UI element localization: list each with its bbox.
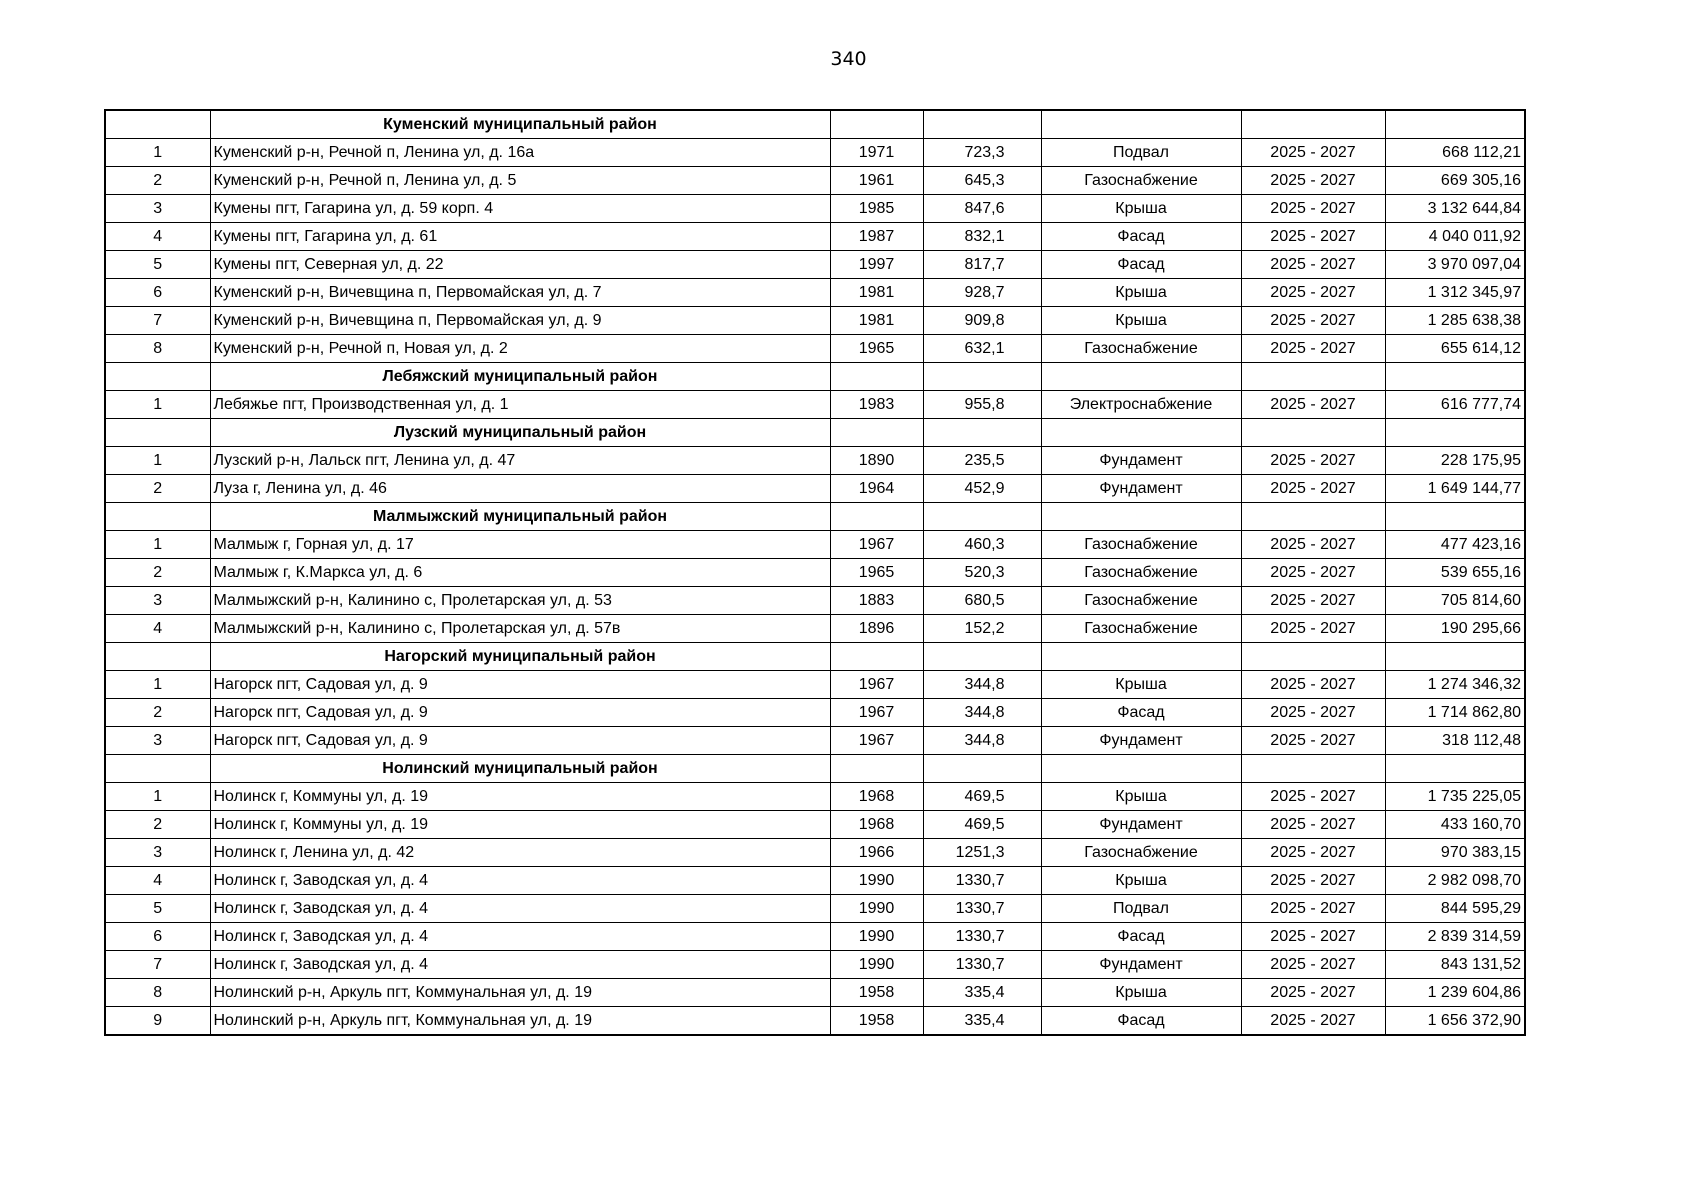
period-cell: 2025 - 2027 [1241, 615, 1385, 643]
work-type-cell: Фасад [1041, 223, 1241, 251]
area-cell: 1330,7 [923, 867, 1041, 895]
empty-cell [1241, 419, 1385, 447]
address-cell: Куменский р-н, Речной п, Ленина ул, д. 5 [210, 167, 830, 195]
district-header-row [105, 755, 1525, 783]
row-number: 5 [105, 251, 210, 279]
table-row [105, 223, 1525, 251]
year-cell: 1958 [830, 979, 923, 1007]
cost-cell: 2 982 098,70 [1385, 867, 1525, 895]
area-cell: 645,3 [923, 167, 1041, 195]
row-number: 1 [105, 391, 210, 419]
area-cell: 452,9 [923, 475, 1041, 503]
area-cell: 832,1 [923, 223, 1041, 251]
year-cell: 1967 [830, 699, 923, 727]
work-type-cell: Газоснабжение [1041, 531, 1241, 559]
address-cell: Куменский р-н, Вичевщина п, Первомайская ул, д. 9 [210, 307, 830, 335]
row-number: 5 [105, 895, 210, 923]
period-cell: 2025 - 2027 [1241, 867, 1385, 895]
empty-cell [830, 363, 923, 391]
year-cell: 1967 [830, 671, 923, 699]
table-row [105, 811, 1525, 839]
empty-cell [830, 419, 923, 447]
table-row [105, 727, 1525, 755]
period-cell: 2025 - 2027 [1241, 251, 1385, 279]
year-cell: 1983 [830, 391, 923, 419]
address-cell: Малмыжский р-н, Калинино с, Пролетарская ул, д. 53 [210, 587, 830, 615]
area-cell: 723,3 [923, 139, 1041, 167]
empty-cell [1241, 110, 1385, 139]
address-cell: Кумены пгт, Гагарина ул, д. 59 корп. 4 [210, 195, 830, 223]
period-cell: 2025 - 2027 [1241, 475, 1385, 503]
year-cell: 1967 [830, 531, 923, 559]
period-cell: 2025 - 2027 [1241, 195, 1385, 223]
year-cell: 1883 [830, 587, 923, 615]
area-cell: 632,1 [923, 335, 1041, 363]
area-cell: 1330,7 [923, 951, 1041, 979]
area-cell: 1251,3 [923, 839, 1041, 867]
empty-cell [105, 110, 210, 139]
work-type-cell: Фасад [1041, 251, 1241, 279]
address-cell: Куменский р-н, Речной п, Новая ул, д. 2 [210, 335, 830, 363]
row-number: 1 [105, 447, 210, 475]
work-type-cell: Крыша [1041, 783, 1241, 811]
year-cell: 1890 [830, 447, 923, 475]
district-title: Лебяжский муниципальный район [210, 363, 830, 391]
row-number: 4 [105, 615, 210, 643]
row-number: 2 [105, 167, 210, 195]
row-number: 6 [105, 923, 210, 951]
work-type-cell: Фундамент [1041, 475, 1241, 503]
period-cell: 2025 - 2027 [1241, 979, 1385, 1007]
empty-cell [1241, 643, 1385, 671]
district-header-row [105, 419, 1525, 447]
cost-cell: 1 312 345,97 [1385, 279, 1525, 307]
district-title: Малмыжский муниципальный район [210, 503, 830, 531]
table-row [105, 447, 1525, 475]
empty-cell [1241, 755, 1385, 783]
row-number: 2 [105, 811, 210, 839]
row-number: 1 [105, 531, 210, 559]
work-type-cell: Крыша [1041, 867, 1241, 895]
row-number: 3 [105, 727, 210, 755]
year-cell: 1990 [830, 895, 923, 923]
area-cell: 520,3 [923, 559, 1041, 587]
row-number: 7 [105, 307, 210, 335]
period-cell: 2025 - 2027 [1241, 335, 1385, 363]
work-type-cell: Подвал [1041, 139, 1241, 167]
area-cell: 817,7 [923, 251, 1041, 279]
address-cell: Малмыж г, К.Маркса ул, д. 6 [210, 559, 830, 587]
cost-cell: 3 970 097,04 [1385, 251, 1525, 279]
period-cell: 2025 - 2027 [1241, 1007, 1385, 1036]
table-row [105, 867, 1525, 895]
empty-cell [1041, 419, 1241, 447]
period-cell: 2025 - 2027 [1241, 279, 1385, 307]
work-type-cell: Газоснабжение [1041, 559, 1241, 587]
period-cell: 2025 - 2027 [1241, 727, 1385, 755]
work-type-cell: Крыша [1041, 279, 1241, 307]
row-number: 8 [105, 335, 210, 363]
cost-cell: 1 656 372,90 [1385, 1007, 1525, 1036]
empty-cell [1041, 755, 1241, 783]
period-cell: 2025 - 2027 [1241, 783, 1385, 811]
cost-cell: 668 112,21 [1385, 139, 1525, 167]
table-row [105, 839, 1525, 867]
table-row [105, 783, 1525, 811]
page-number: 340 [830, 48, 867, 70]
year-cell: 1990 [830, 951, 923, 979]
cost-cell: 318 112,48 [1385, 727, 1525, 755]
row-number: 2 [105, 475, 210, 503]
year-cell: 1896 [830, 615, 923, 643]
row-number: 4 [105, 223, 210, 251]
empty-cell [923, 419, 1041, 447]
table-row [105, 307, 1525, 335]
empty-cell [1041, 110, 1241, 139]
table-row [105, 699, 1525, 727]
address-cell: Нолинск г, Заводская ул, д. 4 [210, 867, 830, 895]
row-number: 3 [105, 195, 210, 223]
area-cell: 344,8 [923, 699, 1041, 727]
table-row [105, 531, 1525, 559]
empty-cell [1385, 363, 1525, 391]
work-type-cell: Фундамент [1041, 727, 1241, 755]
work-type-cell: Подвал [1041, 895, 1241, 923]
work-type-cell: Фундамент [1041, 447, 1241, 475]
work-type-cell: Крыша [1041, 195, 1241, 223]
area-cell: 344,8 [923, 671, 1041, 699]
address-cell: Нолинск г, Заводская ул, д. 4 [210, 923, 830, 951]
area-cell: 344,8 [923, 727, 1041, 755]
area-cell: 335,4 [923, 979, 1041, 1007]
table-row [105, 195, 1525, 223]
year-cell: 1961 [830, 167, 923, 195]
period-cell: 2025 - 2027 [1241, 811, 1385, 839]
row-number: 6 [105, 279, 210, 307]
empty-cell [923, 363, 1041, 391]
address-cell: Нолинск г, Заводская ул, д. 4 [210, 895, 830, 923]
district-title: Нолинский муниципальный район [210, 755, 830, 783]
period-cell: 2025 - 2027 [1241, 559, 1385, 587]
cost-cell: 1 714 862,80 [1385, 699, 1525, 727]
empty-cell [830, 503, 923, 531]
empty-cell [830, 755, 923, 783]
district-header-row [105, 363, 1525, 391]
empty-cell [830, 643, 923, 671]
empty-cell [923, 755, 1041, 783]
table-row [105, 587, 1525, 615]
table-row [105, 895, 1525, 923]
district-header-row [105, 503, 1525, 531]
address-cell: Нолинск г, Ленина ул, д. 42 [210, 839, 830, 867]
work-type-cell: Фундамент [1041, 811, 1241, 839]
period-cell: 2025 - 2027 [1241, 447, 1385, 475]
row-number: 1 [105, 139, 210, 167]
row-number: 4 [105, 867, 210, 895]
empty-cell [105, 363, 210, 391]
work-type-cell: Газоснабжение [1041, 839, 1241, 867]
cost-cell: 616 777,74 [1385, 391, 1525, 419]
address-cell: Куменский р-н, Вичевщина п, Первомайская ул, д. 7 [210, 279, 830, 307]
year-cell: 1981 [830, 307, 923, 335]
address-cell: Нолинск г, Коммуны ул, д. 19 [210, 783, 830, 811]
cost-cell: 843 131,52 [1385, 951, 1525, 979]
cost-cell: 655 614,12 [1385, 335, 1525, 363]
year-cell: 1985 [830, 195, 923, 223]
empty-cell [1385, 755, 1525, 783]
work-type-cell: Фасад [1041, 923, 1241, 951]
address-cell: Луза г, Ленина ул, д. 46 [210, 475, 830, 503]
work-type-cell: Крыша [1041, 671, 1241, 699]
empty-cell [830, 110, 923, 139]
cost-cell: 477 423,16 [1385, 531, 1525, 559]
row-number: 1 [105, 671, 210, 699]
empty-cell [1241, 503, 1385, 531]
address-cell: Нагорск пгт, Садовая ул, д. 9 [210, 699, 830, 727]
table-row [105, 391, 1525, 419]
empty-cell [105, 755, 210, 783]
row-number: 8 [105, 979, 210, 1007]
area-cell: 235,5 [923, 447, 1041, 475]
empty-cell [1041, 643, 1241, 671]
area-cell: 847,6 [923, 195, 1041, 223]
period-cell: 2025 - 2027 [1241, 671, 1385, 699]
area-cell: 152,2 [923, 615, 1041, 643]
district-title: Лузский муниципальный район [210, 419, 830, 447]
cost-cell: 4 040 011,92 [1385, 223, 1525, 251]
district-header-row [105, 110, 1525, 139]
work-type-cell: Фасад [1041, 699, 1241, 727]
table-row [105, 979, 1525, 1007]
work-type-cell: Крыша [1041, 307, 1241, 335]
empty-cell [1385, 419, 1525, 447]
cost-cell: 2 839 314,59 [1385, 923, 1525, 951]
housing-repair-table [104, 109, 1526, 1036]
empty-cell [923, 110, 1041, 139]
empty-cell [1385, 110, 1525, 139]
address-cell: Нагорск пгт, Садовая ул, д. 9 [210, 727, 830, 755]
period-cell: 2025 - 2027 [1241, 139, 1385, 167]
district-header-row [105, 643, 1525, 671]
row-number: 3 [105, 587, 210, 615]
table-row [105, 475, 1525, 503]
row-number: 3 [105, 839, 210, 867]
district-title: Нагорский муниципальный район [210, 643, 830, 671]
table-row [105, 1007, 1525, 1036]
table-row [105, 615, 1525, 643]
year-cell: 1965 [830, 559, 923, 587]
year-cell: 1966 [830, 839, 923, 867]
period-cell: 2025 - 2027 [1241, 923, 1385, 951]
table-row [105, 279, 1525, 307]
year-cell: 1990 [830, 923, 923, 951]
table-row [105, 167, 1525, 195]
empty-cell [1385, 643, 1525, 671]
work-type-cell: Газоснабжение [1041, 587, 1241, 615]
year-cell: 1987 [830, 223, 923, 251]
period-cell: 2025 - 2027 [1241, 391, 1385, 419]
period-cell: 2025 - 2027 [1241, 587, 1385, 615]
address-cell: Нагорск пгт, Садовая ул, д. 9 [210, 671, 830, 699]
empty-cell [1241, 363, 1385, 391]
work-type-cell: Крыша [1041, 979, 1241, 1007]
cost-cell: 705 814,60 [1385, 587, 1525, 615]
row-number: 7 [105, 951, 210, 979]
work-type-cell: Фасад [1041, 1007, 1241, 1036]
cost-cell: 1 239 604,86 [1385, 979, 1525, 1007]
work-type-cell: Газоснабжение [1041, 167, 1241, 195]
period-cell: 2025 - 2027 [1241, 223, 1385, 251]
address-cell: Малмыжский р-н, Калинино с, Пролетарская ул, д. 57в [210, 615, 830, 643]
district-title: Куменский муниципальный район [210, 110, 830, 139]
empty-cell [923, 643, 1041, 671]
work-type-cell: Фундамент [1041, 951, 1241, 979]
empty-cell [105, 419, 210, 447]
cost-cell: 669 305,16 [1385, 167, 1525, 195]
row-number: 2 [105, 559, 210, 587]
period-cell: 2025 - 2027 [1241, 839, 1385, 867]
table-row [105, 335, 1525, 363]
address-cell: Нолинск г, Коммуны ул, д. 19 [210, 811, 830, 839]
year-cell: 1958 [830, 1007, 923, 1036]
cost-cell: 228 175,95 [1385, 447, 1525, 475]
cost-cell: 433 160,70 [1385, 811, 1525, 839]
address-cell: Кумены пгт, Гагарина ул, д. 61 [210, 223, 830, 251]
address-cell: Лебяжье пгт, Производственная ул, д. 1 [210, 391, 830, 419]
empty-cell [105, 503, 210, 531]
period-cell: 2025 - 2027 [1241, 531, 1385, 559]
year-cell: 1971 [830, 139, 923, 167]
area-cell: 909,8 [923, 307, 1041, 335]
row-number: 2 [105, 699, 210, 727]
area-cell: 469,5 [923, 811, 1041, 839]
table-row [105, 251, 1525, 279]
cost-cell: 970 383,15 [1385, 839, 1525, 867]
area-cell: 469,5 [923, 783, 1041, 811]
cost-cell: 1 649 144,77 [1385, 475, 1525, 503]
cost-cell: 190 295,66 [1385, 615, 1525, 643]
table-row [105, 139, 1525, 167]
area-cell: 1330,7 [923, 895, 1041, 923]
period-cell: 2025 - 2027 [1241, 895, 1385, 923]
table-row [105, 951, 1525, 979]
area-cell: 680,5 [923, 587, 1041, 615]
period-cell: 2025 - 2027 [1241, 167, 1385, 195]
table-body [105, 110, 1525, 1035]
period-cell: 2025 - 2027 [1241, 951, 1385, 979]
area-cell: 335,4 [923, 1007, 1041, 1036]
cost-cell: 3 132 644,84 [1385, 195, 1525, 223]
address-cell: Нолинск г, Заводская ул, д. 4 [210, 951, 830, 979]
address-cell: Нолинский р-н, Аркуль пгт, Коммунальная ул, д. 19 [210, 979, 830, 1007]
year-cell: 1964 [830, 475, 923, 503]
address-cell: Нолинский р-н, Аркуль пгт, Коммунальная ул, д. 19 [210, 1007, 830, 1036]
period-cell: 2025 - 2027 [1241, 699, 1385, 727]
year-cell: 1968 [830, 811, 923, 839]
area-cell: 1330,7 [923, 923, 1041, 951]
year-cell: 1997 [830, 251, 923, 279]
year-cell: 1981 [830, 279, 923, 307]
year-cell: 1965 [830, 335, 923, 363]
table-row [105, 671, 1525, 699]
empty-cell [1041, 503, 1241, 531]
empty-cell [923, 503, 1041, 531]
area-cell: 955,8 [923, 391, 1041, 419]
table-row [105, 559, 1525, 587]
work-type-cell: Газоснабжение [1041, 615, 1241, 643]
cost-cell: 1 285 638,38 [1385, 307, 1525, 335]
period-cell: 2025 - 2027 [1241, 307, 1385, 335]
work-type-cell: Электроснабжение [1041, 391, 1241, 419]
area-cell: 460,3 [923, 531, 1041, 559]
empty-cell [105, 643, 210, 671]
cost-cell: 1 735 225,05 [1385, 783, 1525, 811]
year-cell: 1967 [830, 727, 923, 755]
empty-cell [1385, 503, 1525, 531]
area-cell: 928,7 [923, 279, 1041, 307]
cost-cell: 844 595,29 [1385, 895, 1525, 923]
row-number: 1 [105, 783, 210, 811]
year-cell: 1990 [830, 867, 923, 895]
address-cell: Лузский р-н, Лальск пгт, Ленина ул, д. 47 [210, 447, 830, 475]
address-cell: Кумены пгт, Северная ул, д. 22 [210, 251, 830, 279]
cost-cell: 539 655,16 [1385, 559, 1525, 587]
year-cell: 1968 [830, 783, 923, 811]
table-row [105, 923, 1525, 951]
cost-cell: 1 274 346,32 [1385, 671, 1525, 699]
row-number: 9 [105, 1007, 210, 1036]
address-cell: Куменский р-н, Речной п, Ленина ул, д. 16а [210, 139, 830, 167]
address-cell: Малмыж г, Горная ул, д. 17 [210, 531, 830, 559]
work-type-cell: Газоснабжение [1041, 335, 1241, 363]
empty-cell [1041, 363, 1241, 391]
